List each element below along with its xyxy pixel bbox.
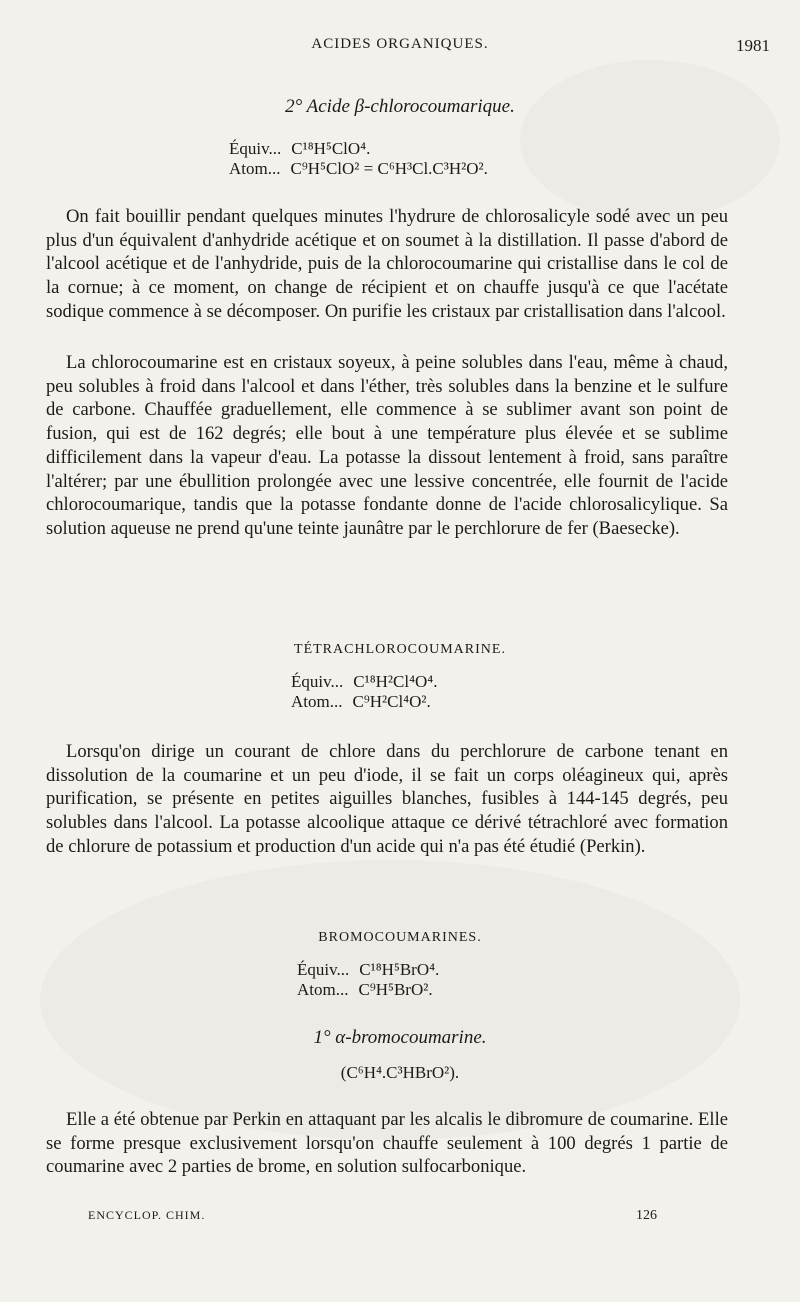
formula-equiv	[291, 672, 437, 692]
formula-label: Atom...	[297, 980, 349, 999]
formula-atom	[297, 980, 433, 1000]
paragraph: On fait bouillir pendant quelques minutes l'hydrure de chlorosalicyle sodé avec un peu plus d'un équivalent d'anhydride acétique et on soumet à la distillation. Il passe d'abord de l'alcool acétique et de l'anhydride, puis de la chlorocoumarine qui cristallise dans le col de la cornue; à ce moment, on change de récipient et on chauffe jusqu'à ce que l'acétate sodique commence à se décomposer. On purifie les cristaux par cristallisation dans l'alcool.	[46, 206, 728, 322]
section-title-tetra: TÉTRACHLOROCOUMARINE.	[294, 642, 506, 657]
paragraph: Lorsqu'on dirige un courant de chlore dans du perchlorure de carbone tenant en dissolution de la coumarine et un peu d'iode, il se fait un corps oléagineux qui, après purification, se présente en petites aiguilles blanches, fusibles à 144-145 degrés, peu solubles dans l'alcool. La potasse alcoolique attaque ce dérivé tétrachloré avec formation de chlorure de potassium et production d'un acide qui n'a pas été étudié (Perkin).	[46, 741, 728, 857]
formula-value: C¹⁸H⁵BrO⁴.	[359, 960, 440, 979]
subsection-formula: (C⁶H⁴.C³HBrO²).	[340, 1063, 460, 1082]
footer-signature: ENCYCLOP. CHIM.	[88, 1208, 206, 1222]
section-title-bromo: BROMOCOUMARINES.	[318, 930, 482, 945]
formula-label: Équiv...	[229, 139, 282, 158]
formula-value: C¹⁸H²Cl⁴O⁴.	[353, 672, 438, 691]
formula-value: C⁹H⁵ClO² = C⁶H³Cl.C³H²O².	[290, 159, 488, 178]
page-footer	[0, 1208, 800, 1228]
formula-value: C¹⁸H⁵ClO⁴.	[291, 139, 371, 158]
formula-atom	[291, 692, 431, 712]
formula-equiv	[297, 960, 439, 980]
running-head	[0, 36, 800, 60]
paragraph: La chlorocoumarine est en cristaux soyeux, à peine solubles dans l'eau, même à chaud, peu solubles à froid dans l'alcool et dans l'éther, très solubles dans la benzine et le sulfure de carbone. Chauffée graduellement, elle commence à se sublimer avant son point de fusion, qui est de 162 degrés; elle bout à une température plus élevée et se sublime difficilement dans la vapeur d'eau. La potasse la dissout lentement à froid, sans paraître l'altérer; par une ébullition prolongée avec une lessive concentrée, elle fournit de l'acide chlorocoumarique, tandis que la potasse fondante donne de l'acide chlorosalicylique. Sa solution aqueuse ne prend qu'une teinte jaunâtre par le perchlorure de fer (Baesecke).	[46, 352, 728, 539]
section-title-chloro: 2° Acide β-chlorocoumarique.	[285, 96, 515, 117]
page-number: 1981	[736, 36, 770, 55]
formula-value: C⁹H²Cl⁴O².	[352, 692, 431, 711]
page-stain	[520, 60, 780, 220]
formula-label: Atom...	[229, 159, 281, 178]
formula-value: C⁹H⁵BrO².	[358, 980, 433, 999]
page-stain	[40, 860, 740, 1140]
formula-equiv	[229, 139, 370, 159]
running-title: ACIDES ORGANIQUES.	[311, 36, 489, 52]
footer-sheet-number: 126	[636, 1208, 657, 1223]
formula-label: Équiv...	[291, 672, 344, 691]
formula-label: Équiv...	[297, 960, 350, 979]
subsection-title: 1° α-bromocoumarine.	[313, 1027, 487, 1048]
paragraph: Elle a été obtenue par Perkin en attaquant par les alcalis le dibromure de coumarine. Elle se forme presque exclusivement lorsqu'on chauffe seulement à 100 degrés 1 partie de coumarine avec 2 parties de brome, en solution sulfocarbonique.	[46, 1109, 728, 1178]
formula-label: Atom...	[291, 692, 343, 711]
formula-atom	[229, 159, 488, 179]
